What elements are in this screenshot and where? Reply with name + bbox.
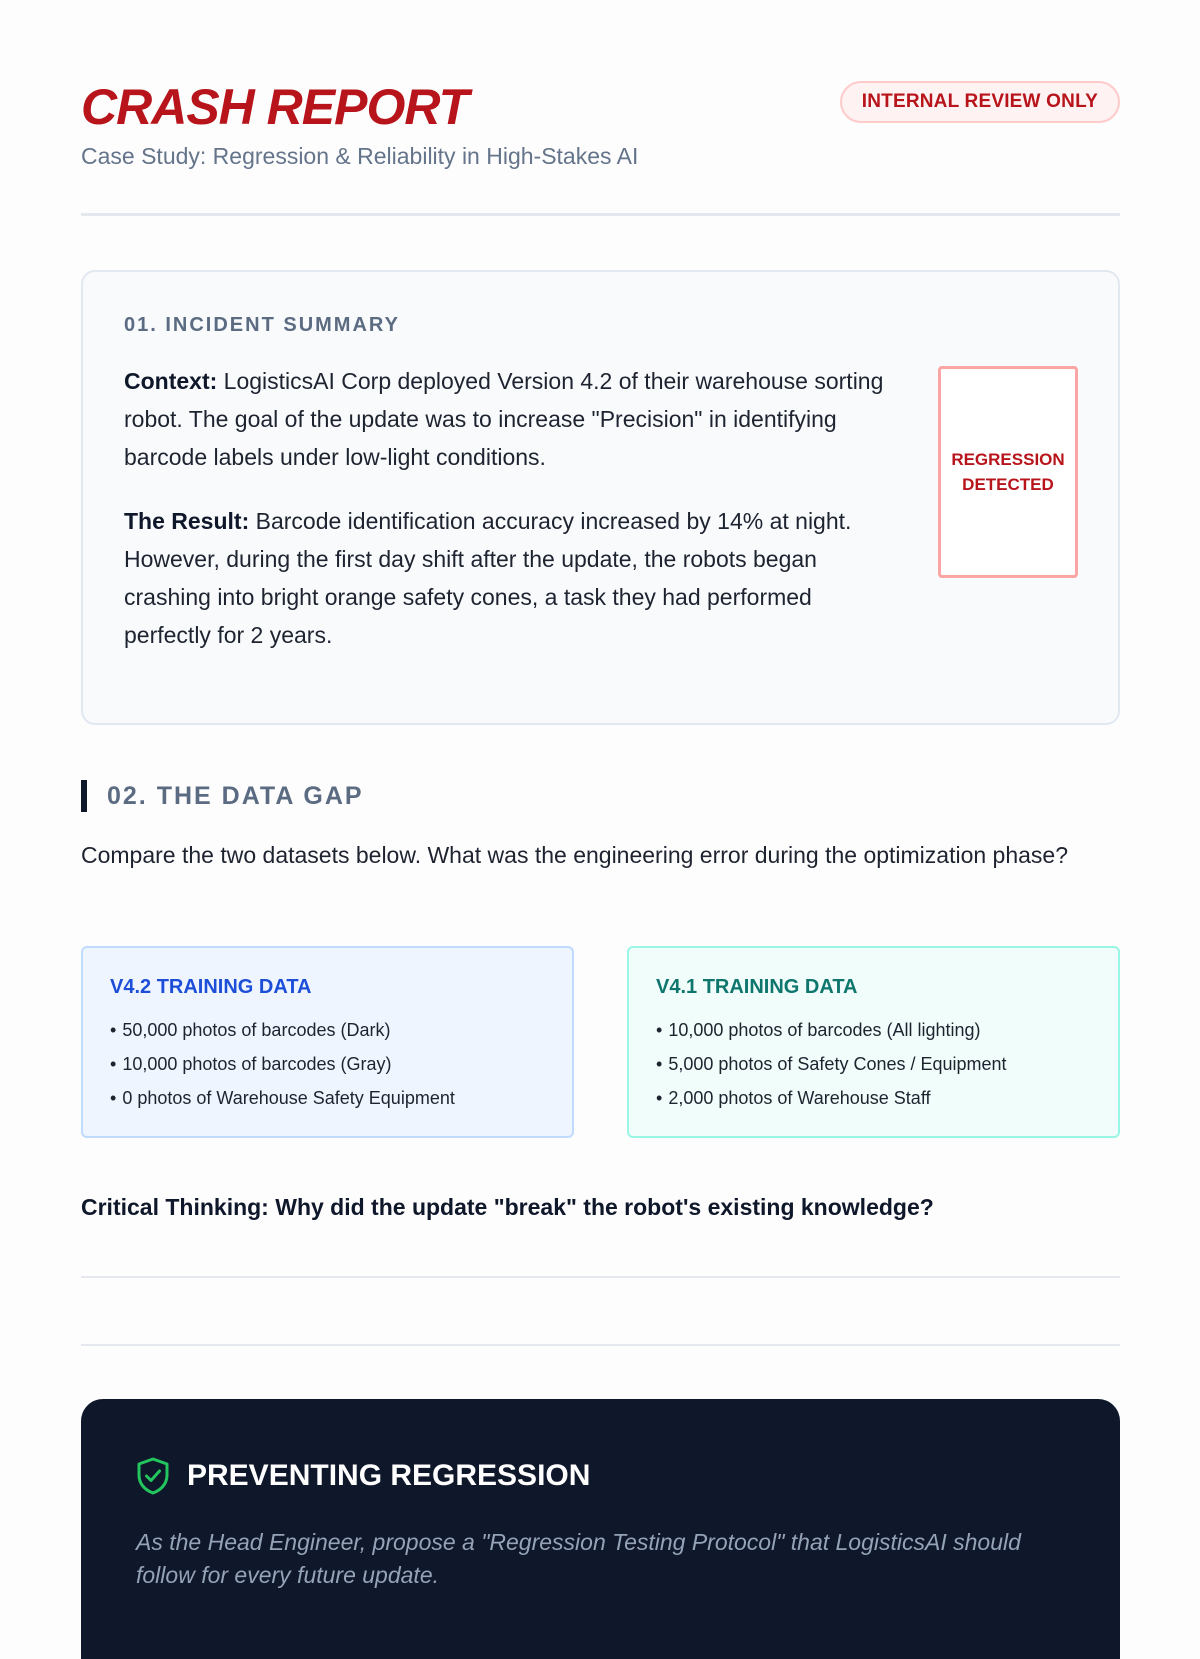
status-badge: INTERNAL REVIEW ONLY bbox=[840, 81, 1120, 123]
preventing-regression-title: PREVENTING REGRESSION bbox=[187, 1459, 591, 1492]
data-gap-heading: 02. THE DATA GAP bbox=[81, 780, 364, 812]
report-page bbox=[81, 0, 1120, 1588]
result-text: Barcode identification accuracy increased by 14% at night. However, during the first day shift after the update, the robots began crashing into bright orange safety cones, a task they had performed perfectly for 2 years. bbox=[124, 508, 852, 648]
regression-stamp-label: REGRESSION DETECTED bbox=[951, 450, 1065, 494]
v41-dataset-card bbox=[627, 946, 1120, 1138]
context-paragraph bbox=[124, 362, 884, 476]
result-label: The Result: bbox=[124, 508, 250, 534]
page-subtitle: Case Study: Regression & Reliability in High-Stakes AI bbox=[81, 143, 639, 169]
answer-line-1[interactable] bbox=[81, 1276, 1120, 1278]
list-item: • 10,000 photos of barcodes (Gray) bbox=[110, 1047, 545, 1081]
list-item: • 2,000 photos of Warehouse Staff bbox=[656, 1081, 1091, 1115]
v42-dataset-card bbox=[81, 946, 574, 1138]
shield-check-icon bbox=[136, 1457, 170, 1495]
regression-stamp bbox=[938, 366, 1078, 578]
incident-summary-card bbox=[81, 270, 1120, 725]
answer-line-2[interactable] bbox=[81, 1344, 1120, 1346]
page-title: CRASH REPORT bbox=[81, 79, 469, 135]
v41-dataset-title: V4.1 TRAINING DATA bbox=[656, 976, 858, 998]
critical-thinking-question: Critical Thinking: Why did the update "break" the robot's existing knowledge? bbox=[81, 1194, 934, 1220]
context-text: LogisticsAI Corp deployed Version 4.2 of their warehouse sorting robot. The goal of the update was to increase "Precision" in identifying barcode labels under low-light conditions. bbox=[124, 368, 884, 470]
list-item: • 5,000 photos of Safety Cones / Equipment bbox=[656, 1047, 1091, 1081]
v41-dataset-list bbox=[656, 1013, 1091, 1115]
incident-summary-heading: 01. INCIDENT SUMMARY bbox=[124, 314, 400, 336]
v42-dataset-list bbox=[110, 1013, 545, 1115]
data-gap-prompt: Compare the two datasets below. What was the engineering error during the optimization phase? bbox=[81, 842, 1069, 868]
result-paragraph bbox=[124, 502, 884, 654]
report-header bbox=[81, 0, 1120, 216]
list-item: • 0 photos of Warehouse Safety Equipment bbox=[110, 1081, 545, 1115]
preventing-regression-panel bbox=[81, 1399, 1120, 1659]
list-item: • 10,000 photos of barcodes (All lighting) bbox=[656, 1013, 1091, 1047]
list-item: • 50,000 photos of barcodes (Dark) bbox=[110, 1013, 545, 1047]
preventing-regression-text: As the Head Engineer, propose a "Regression Testing Protocol" that LogisticsAI should follow for every future update. bbox=[136, 1529, 1021, 1588]
context-label: Context: bbox=[124, 368, 218, 394]
v42-dataset-title: V4.2 TRAINING DATA bbox=[110, 976, 312, 998]
